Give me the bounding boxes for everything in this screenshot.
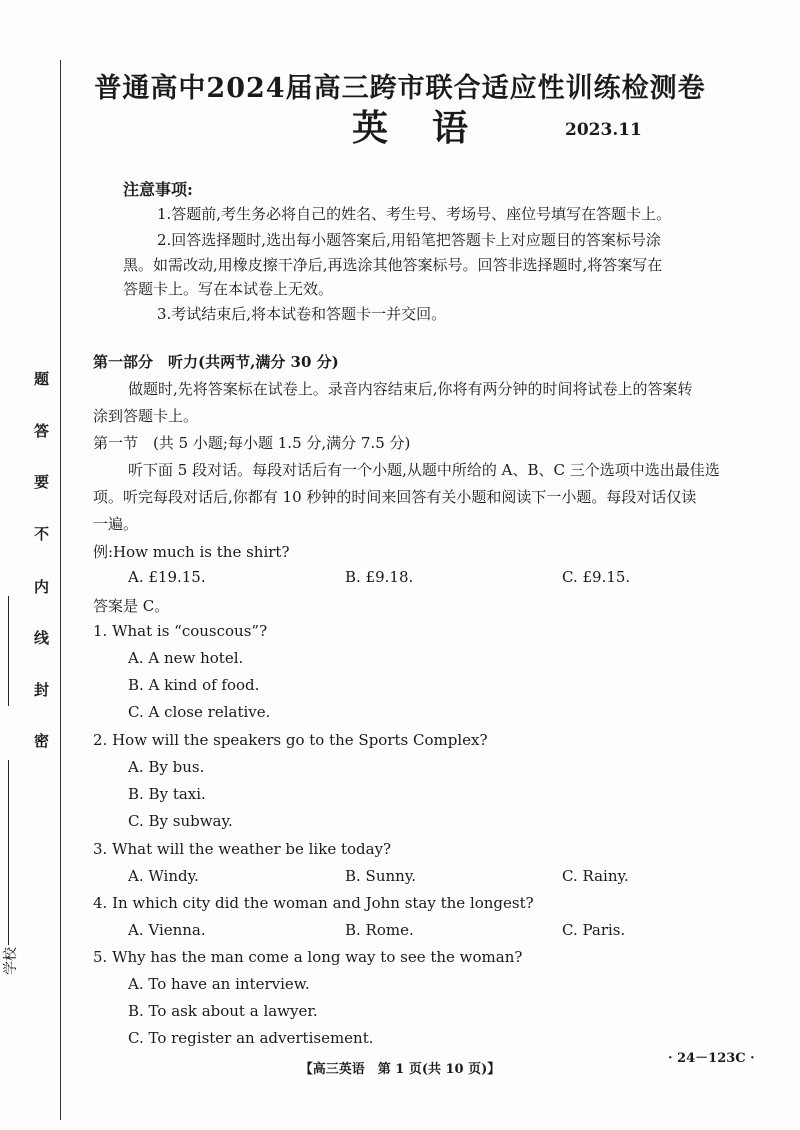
example-answer: 答案是 C。: [93, 597, 170, 615]
question-option: A. Windy.: [128, 867, 199, 885]
question-option: A. By bus.: [128, 758, 205, 776]
question-stem: 4. In which city did the woman and John stay the longest?: [93, 894, 534, 912]
school-label: 学校: [3, 947, 19, 975]
part-heading: 第一部分 听力(共两节,满分 30 分): [93, 353, 339, 371]
notice-line: 2.回答选择题时,选出每小题答案后,用铅笔把答题卡上对应题目的答案标号涂: [157, 231, 661, 249]
example-option-c: C. £9.15.: [562, 568, 631, 586]
notice-heading: 注意事项:: [123, 180, 193, 199]
section-intro-line: 听下面 5 段对话。每段对话后有一个小题,从题中所给的 A、B、C 三个选项中选出最佳选: [128, 461, 720, 479]
subject-title: 英语: [352, 107, 513, 149]
seal-char: 密: [34, 732, 50, 750]
exam-date: 2023.11: [565, 120, 642, 140]
notice-line: 答题卡上。写在本试卷上无效。: [123, 280, 334, 298]
question-option: B. To ask about a lawyer.: [128, 1002, 318, 1020]
question-stem: 3. What will the weather be like today?: [93, 840, 392, 858]
seal-char: 题: [34, 370, 50, 388]
seal-char: 封: [34, 681, 50, 699]
seal-char: 线: [34, 629, 50, 647]
notice-line: 黑。如需改动,用橡皮擦干净后,再选涂其他答案标号。回答非选择题时,将答案写在: [123, 256, 663, 274]
part-intro-line: 涂到答题卡上。: [93, 407, 199, 425]
section-intro-line: 一遍。: [93, 515, 139, 533]
name-field-line: [8, 596, 9, 706]
example-option-a: A. £19.15.: [128, 568, 206, 586]
example-option-b: B. £9.18.: [345, 568, 414, 586]
question-option: C. Paris.: [562, 921, 626, 939]
question-stem: 1. What is “couscous”?: [93, 622, 268, 640]
example-question: 例:How much is the shirt?: [93, 543, 290, 561]
question-option: A. To have an interview.: [128, 975, 310, 993]
question-option: C. Rainy.: [562, 867, 629, 885]
question-stem: 5. Why has the man come a long way to see the woman?: [93, 948, 523, 966]
question-option: A. Vienna.: [128, 921, 206, 939]
seal-char: 要: [34, 473, 50, 491]
question-option: B. A kind of food.: [128, 676, 260, 694]
section-heading: 第一节 (共 5 小题;每小题 1.5 分,满分 7.5 分): [93, 434, 411, 452]
question-option: B. By taxi.: [128, 785, 206, 803]
question-option: B. Sunny.: [345, 867, 417, 885]
question-option: C. To register an advertisement.: [128, 1029, 374, 1047]
page-footer: 【高三英语 第 1 页(共 10 页)】: [299, 1062, 501, 1077]
exam-title: 普通高中2024届高三跨市联合适应性训练检测卷: [94, 73, 706, 104]
notice-line: 3.考试结束后,将本试卷和答题卡一并交回。: [157, 305, 447, 323]
question-option: C. By subway.: [128, 812, 233, 830]
school-field-line: [8, 760, 9, 945]
seal-char: 不: [34, 525, 50, 543]
part-intro-line: 做题时,先将答案标在试卷上。录音内容结束后,你将有两分钟的时间将试卷上的答案转: [128, 380, 693, 398]
question-stem: 2. How will the speakers go to the Sports Complex?: [93, 731, 488, 749]
seal-char: 答: [34, 422, 50, 440]
seal-char: 内: [34, 578, 50, 596]
question-option: B. Rome.: [345, 921, 414, 939]
paper-code: · 24－123C ·: [668, 1051, 755, 1066]
notice-line: 1.答题前,考生务必将自己的姓名、考生号、考场号、座位号填写在答题卡上。: [157, 205, 672, 223]
question-option: A. A new hotel.: [128, 649, 244, 667]
question-option: C. A close relative.: [128, 703, 271, 721]
section-intro-line: 项。听完每段对话后,你都有 10 秒钟的时间来回答有关小题和阅读下一小题。每段对话仅读: [93, 488, 697, 506]
binding-line: [60, 60, 61, 1120]
